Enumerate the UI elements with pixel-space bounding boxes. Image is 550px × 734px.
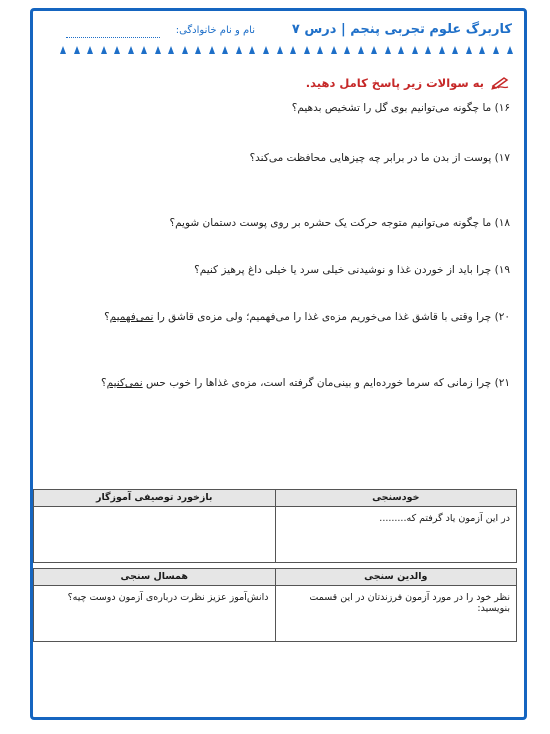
teacher-feedback-header: بازخورد توصیفی آموزگار: [34, 490, 276, 507]
triangle-mark: [87, 46, 93, 54]
triangle-mark: [371, 46, 377, 54]
triangle-mark: [493, 46, 499, 54]
question-21-end: ؟: [101, 377, 107, 389]
name-field-line[interactable]: [66, 37, 160, 38]
question-20: [104, 311, 510, 323]
triangle-mark: [141, 46, 147, 54]
triangle-mark: [479, 46, 485, 54]
parents-assessment-header: والدین سنجی: [275, 569, 516, 586]
peer-assessment-cell[interactable]: دانش‌آموز عزیز نظرت درباره‌ی آزمون دوست چیه؟: [34, 586, 276, 642]
triangle-mark: [304, 46, 310, 54]
name-field-label: نام و نام خانوادگی:: [175, 25, 255, 36]
triangle-mark: [290, 46, 296, 54]
triangle-mark: [466, 46, 472, 54]
decorative-triangle-border: [60, 46, 513, 56]
triangle-mark: [222, 46, 228, 54]
pen-writing-icon: [490, 76, 510, 90]
triangle-mark: [209, 46, 215, 54]
triangle-mark: [398, 46, 404, 54]
triangle-mark: [74, 46, 80, 54]
triangle-mark: [155, 46, 161, 54]
question-20-end: ؟: [104, 311, 110, 323]
question-19: ۱۹) چرا باید از خوردن غذا و نوشیدنی خیلی سرد یا خیلی داغ پرهیز کنیم؟: [194, 264, 510, 276]
question-20-text: ۲۰) چرا وقتی با قاشق غذا می‌خوریم مزه‌ی غذا را می‌فهمیم؛ ولی مزه‌ی قاشق را: [153, 311, 510, 323]
triangle-mark: [507, 46, 513, 54]
self-assessment-cell[interactable]: در این آزمون یاد گرفتم که.........: [275, 507, 517, 563]
triangle-mark: [101, 46, 107, 54]
assessment-table-top: [33, 489, 517, 563]
triangle-mark: [439, 46, 445, 54]
triangle-mark: [236, 46, 242, 54]
question-21-underlined: نمی‌کنیم: [106, 377, 143, 389]
triangle-mark: [263, 46, 269, 54]
assessment-table-bottom: [33, 568, 517, 642]
triangle-mark: [277, 46, 283, 54]
triangle-mark: [195, 46, 201, 54]
peer-assessment-header: همسال سنجی: [34, 569, 276, 586]
instruction-line: [306, 76, 510, 90]
triangle-mark: [344, 46, 350, 54]
parents-assessment-cell[interactable]: نظر خود را در مورد آزمون فرزندتان در این قسمت بنویسید:: [275, 586, 516, 642]
question-21-text: ۲۱) چرا زمانی که سرما خورده‌ایم و بینی‌مان گرفته است، مزه‌ی غذاها را خوب حس: [142, 377, 510, 389]
triangle-mark: [128, 46, 134, 54]
triangle-mark: [385, 46, 391, 54]
question-16: ۱۶) ما چگونه می‌توانیم بوی گل را تشخیص بدهیم؟: [291, 102, 510, 114]
triangle-mark: [182, 46, 188, 54]
teacher-feedback-cell[interactable]: [34, 507, 276, 563]
triangle-mark: [60, 46, 66, 54]
triangle-mark: [412, 46, 418, 54]
triangle-mark: [317, 46, 323, 54]
self-assessment-header: خودسنجی: [275, 490, 517, 507]
triangle-mark: [331, 46, 337, 54]
question-21: [101, 377, 510, 389]
instruction-text: به سوالات زیر پاسخ کامل دهید.: [305, 76, 484, 90]
question-18: ۱۸) ما چگونه می‌توانیم متوجه حرکت یک حشره بر روی پوست دستمان شویم؟: [169, 217, 510, 229]
triangle-mark: [425, 46, 431, 54]
triangle-mark: [452, 46, 458, 54]
question-17: ۱۷) پوست از بدن ما در برابر چه چیزهایی محافظت می‌کند؟: [249, 152, 510, 164]
triangle-mark: [114, 46, 120, 54]
triangle-mark: [168, 46, 174, 54]
triangle-mark: [358, 46, 364, 54]
question-20-underlined: نمی‌فهمیم: [109, 311, 154, 323]
triangle-mark: [249, 46, 255, 54]
worksheet-title: کاربرگ علوم تجربی پنجم | درس ۷: [291, 22, 512, 37]
